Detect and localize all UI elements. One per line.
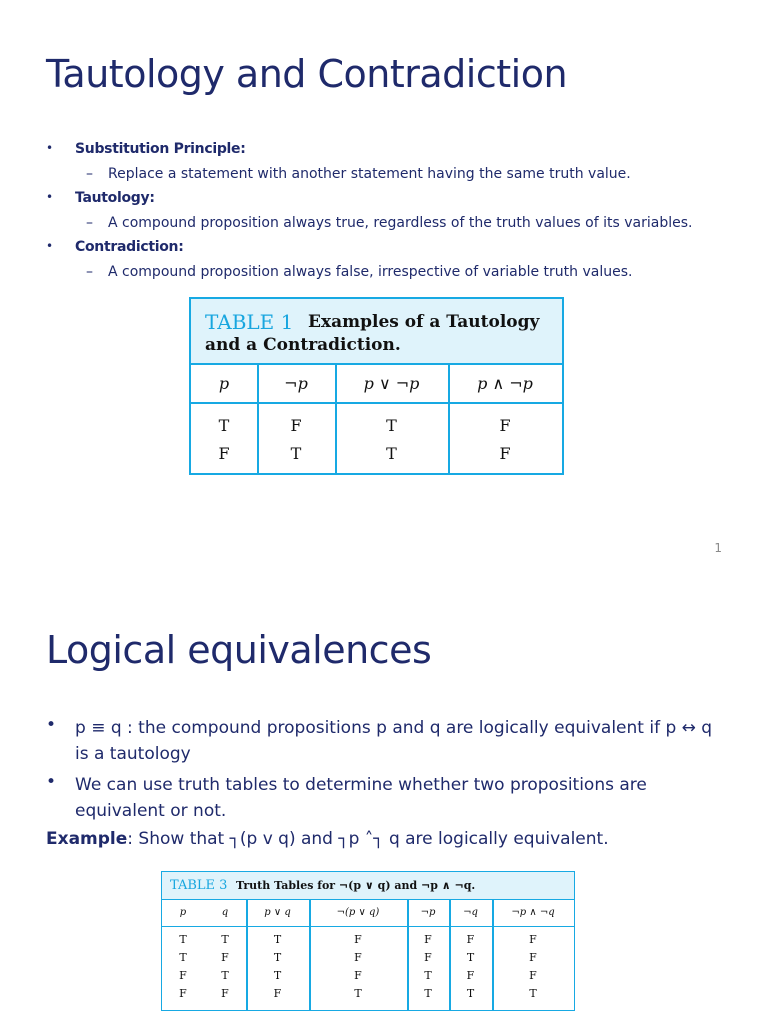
table-cell: T bbox=[273, 933, 282, 946]
table-cell: T bbox=[354, 987, 362, 1000]
column-header: p ∨ ¬p bbox=[363, 374, 420, 393]
page-number: 1 bbox=[714, 541, 722, 555]
table-cell: F bbox=[424, 933, 432, 946]
column-header: p ∨ q bbox=[264, 907, 291, 918]
table-cell: F bbox=[290, 416, 302, 435]
table-cell: F bbox=[529, 933, 537, 946]
column-header: ¬p bbox=[284, 374, 308, 393]
table-cell: T bbox=[466, 951, 475, 964]
column-header: ¬q bbox=[463, 907, 478, 918]
example-line bbox=[46, 829, 609, 849]
column-header: ¬p ∧ ¬q bbox=[511, 907, 555, 918]
sub-bullet-text: A compound proposition always false, irrespective of variable truth values. bbox=[108, 264, 633, 280]
table-caption bbox=[162, 872, 574, 900]
sub-bullet-text: A compound proposition always true, regardless of the truth values of its variables. bbox=[108, 215, 693, 231]
bullet-heading: Tautology: bbox=[75, 190, 155, 206]
example-text: : Show that ┐(p v q) and ┐p ˄┐ q are logically equivalent. bbox=[127, 829, 609, 849]
table-cell: T bbox=[179, 951, 187, 964]
table-cell: T bbox=[273, 951, 282, 964]
table-cell: T bbox=[290, 444, 302, 463]
table-cell: T bbox=[466, 987, 475, 1000]
table-cell: T bbox=[386, 416, 397, 435]
table-caption-line-1: Examples of a Tautology bbox=[308, 312, 540, 332]
table-cell: F bbox=[354, 933, 362, 946]
dash-marker: – bbox=[86, 264, 93, 280]
table-label: TABLE 1 bbox=[205, 310, 294, 334]
example-label: Example bbox=[46, 829, 128, 849]
dash-marker: – bbox=[86, 166, 93, 182]
table-cell: F bbox=[218, 444, 230, 463]
table-cell: F bbox=[354, 951, 362, 964]
bullet-text: p ≡ q : the compound propositions p and q are logically equivalent if p ↔ q is a tautology bbox=[75, 718, 713, 764]
table-1 bbox=[189, 297, 564, 475]
bullet-heading: Contradiction: bbox=[75, 239, 184, 255]
table-cell: F bbox=[499, 416, 511, 435]
bullet-text: We can use truth tables to determine whether two propositions are equivalent or not. bbox=[75, 775, 647, 821]
bullet-dot: • bbox=[46, 239, 54, 253]
table-cell: T bbox=[179, 933, 187, 946]
table-cell: F bbox=[221, 951, 229, 964]
table-cell: F bbox=[466, 969, 475, 982]
slide-title: Logical equivalences bbox=[46, 628, 432, 672]
column-header: q bbox=[221, 907, 229, 918]
table-cell: T bbox=[529, 987, 537, 1000]
table-header-row bbox=[162, 900, 574, 927]
table-cell: T bbox=[221, 969, 229, 982]
slide-title: Tautology and Contradiction bbox=[46, 52, 568, 96]
table-cell: F bbox=[221, 987, 229, 1000]
table-cell: F bbox=[466, 933, 475, 946]
table-caption-text: Truth Tables for ¬(p ∨ q) and ¬p ∧ ¬q. bbox=[236, 879, 476, 892]
dash-marker: – bbox=[86, 215, 93, 231]
table-cell: F bbox=[273, 987, 282, 1000]
table-cell: T bbox=[221, 933, 229, 946]
column-header: ¬(p ∨ q) bbox=[336, 907, 380, 918]
bullet-dot: • bbox=[46, 715, 57, 735]
column-header: p ∧ ¬p bbox=[477, 374, 533, 393]
column-header: ¬p bbox=[420, 907, 436, 918]
table-cell: F bbox=[179, 987, 187, 1000]
table-cell: T bbox=[273, 969, 282, 982]
table-cell: T bbox=[424, 969, 432, 982]
table-cell: F bbox=[354, 969, 362, 982]
bullet-dot: • bbox=[46, 190, 54, 204]
table-cell: F bbox=[179, 969, 187, 982]
bullet-dot: • bbox=[46, 141, 54, 155]
column-header: p bbox=[218, 374, 230, 393]
table-cell: F bbox=[499, 444, 511, 463]
table-cell: F bbox=[529, 969, 537, 982]
table-3 bbox=[161, 871, 575, 1011]
table-cell: T bbox=[424, 987, 432, 1000]
table-cell: F bbox=[424, 951, 432, 964]
sub-bullet-text: Replace a statement with another statement having the same truth value. bbox=[108, 166, 631, 182]
table-cell: T bbox=[218, 416, 230, 435]
table-cell: T bbox=[386, 444, 397, 463]
table-label: TABLE 3 bbox=[170, 878, 228, 893]
table-cell: F bbox=[529, 951, 537, 964]
bullet-heading: Substitution Principle: bbox=[75, 141, 246, 157]
bullet-dot: • bbox=[46, 772, 57, 792]
table-header-row bbox=[191, 365, 562, 404]
table-caption-line-2: and a Contradiction. bbox=[205, 335, 401, 355]
column-header: p bbox=[179, 907, 187, 918]
table-caption bbox=[191, 299, 562, 365]
